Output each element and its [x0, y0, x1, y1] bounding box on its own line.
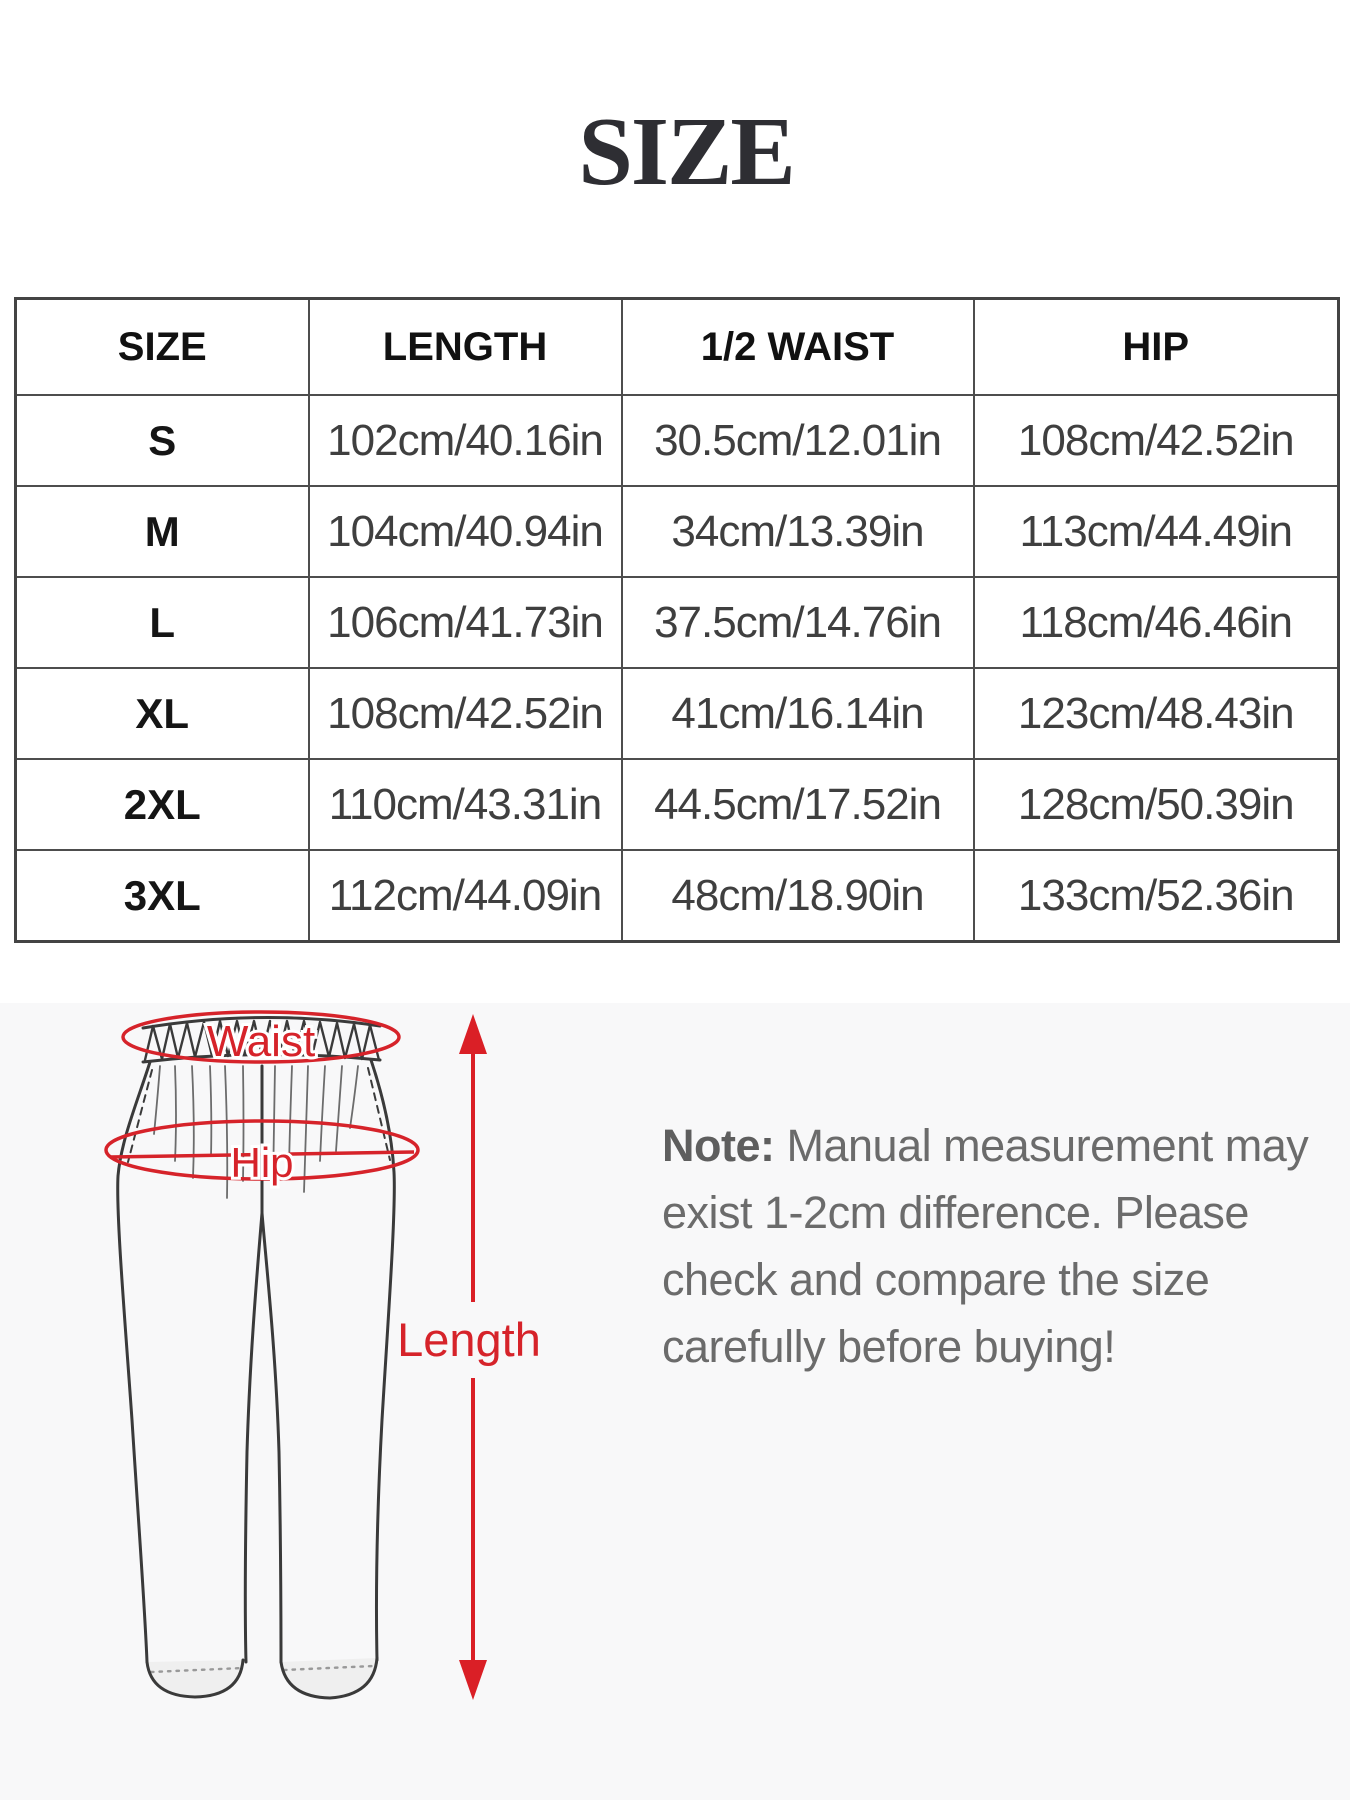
header-cell-hip: HIP [974, 299, 1339, 396]
cell-hip: 128cm/50.39in [974, 759, 1339, 850]
cell-half-waist: 34cm/13.39in [622, 486, 974, 577]
hip-label: Hip [230, 1139, 294, 1186]
header-cell-size: SIZE [16, 299, 309, 396]
cell-half-waist: 37.5cm/14.76in [622, 577, 974, 668]
cell-hip: 113cm/44.49in [974, 486, 1339, 577]
note-line-text: Manual measurement may [786, 1120, 1309, 1171]
length-label: Length [397, 1313, 541, 1366]
cell-hip: 123cm/48.43in [974, 668, 1339, 759]
cell-hip: 133cm/52.36in [974, 850, 1339, 942]
cell-half-waist: 44.5cm/17.52in [622, 759, 974, 850]
cell-half-waist: 41cm/16.14in [622, 668, 974, 759]
cell-length: 102cm/40.16in [309, 395, 622, 486]
cell-size: 3XL [16, 850, 309, 942]
cell-size: XL [16, 668, 309, 759]
cell-size: 2XL [16, 759, 309, 850]
length-arrowhead-down [459, 1660, 487, 1700]
cell-size: L [16, 577, 309, 668]
length-arrowhead-up [459, 1014, 487, 1054]
waist-label: Waist [206, 1017, 316, 1066]
cell-length: 110cm/43.31in [309, 759, 622, 850]
note-line [662, 1112, 1342, 1179]
note-line: check and compare the size [662, 1254, 1210, 1305]
note-text [662, 1112, 1342, 1380]
note-line: carefully before buying! [662, 1321, 1116, 1372]
cell-hip: 118cm/46.46in [974, 577, 1339, 668]
cell-size: S [16, 395, 309, 486]
cell-half-waist: 48cm/18.90in [622, 850, 974, 942]
left-leg-hem [147, 1660, 243, 1697]
cell-length: 112cm/44.09in [309, 850, 622, 942]
cell-length: 108cm/42.52in [309, 668, 622, 759]
pants-outline [118, 1062, 150, 1662]
note-line: exist 1-2cm difference. Please [662, 1187, 1249, 1238]
cell-hip: 108cm/42.52in [974, 395, 1339, 486]
cell-half-waist: 30.5cm/12.01in [622, 395, 974, 486]
page-title: SIZE [578, 98, 794, 206]
note-label: Note: [662, 1120, 775, 1171]
cell-length: 106cm/41.73in [309, 577, 622, 668]
cell-size: M [16, 486, 309, 577]
header-cell-half-waist: 1/2 WAIST [622, 299, 974, 396]
header-cell-length: LENGTH [309, 299, 622, 396]
cell-length: 104cm/40.94in [309, 486, 622, 577]
right-leg-hem [281, 1658, 377, 1698]
measurement-annotations [106, 1012, 541, 1700]
